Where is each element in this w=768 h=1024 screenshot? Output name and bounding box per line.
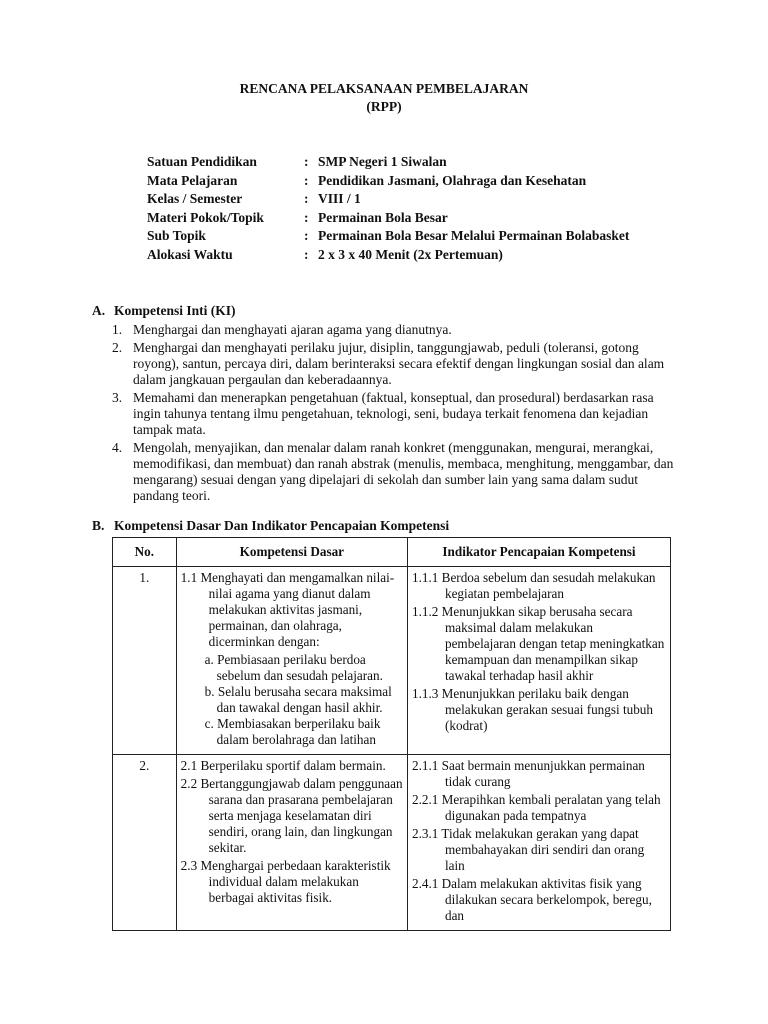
identity-label: Kelas / Semester [147, 191, 243, 207]
ki-number: 2. [112, 340, 123, 355]
section-a-title: Kompetensi Inti (KI) [114, 303, 236, 318]
identity-value: 2 x 3 x 40 Menit (2x Pertemuan) [318, 246, 503, 262]
section-b-title: Kompetensi Dasar Dan Indikator Pencapaian Kompetensi [114, 518, 450, 533]
ki-item [92, 340, 678, 388]
col-header-indikator: Indikator Pencapaian Kompetensi [407, 538, 670, 567]
section-a-letter: A. [92, 303, 106, 318]
identity-row [147, 227, 629, 246]
ki-number: 1. [112, 322, 123, 337]
ki-list [92, 322, 692, 504]
identity-table [147, 153, 629, 265]
identity-row [147, 153, 629, 172]
ki-number: 3. [112, 390, 123, 405]
identity-colon: : [304, 228, 309, 244]
identity-label: Materi Pokok/Topik [147, 209, 264, 225]
identity-row [147, 190, 629, 209]
ki-item [92, 440, 678, 504]
identity-value: Pendidikan Jasmani, Olahraga dan Kesehatan [318, 172, 587, 188]
cell-kd [176, 567, 407, 755]
cell-no: 2. [113, 755, 177, 931]
col-header-kd: Kompetensi Dasar [176, 538, 407, 567]
kd-item: 2.2 Bertanggungjawab dalam penggunaan sarana dan prasarana pembelajaran serta menjaga keselamatan diri sendiri, orang lain, dan lingkungan sekitar. [180, 776, 403, 855]
identity-colon: : [304, 246, 309, 262]
kd-sub-list [181, 652, 403, 748]
cell-indikator [407, 567, 670, 755]
kd-item: 1.1 Menghayati dan mengamalkan nilai-nilai agama yang dianut dalam melakukan aktivitas jasmani, permainan, dan olahraga, dicerminkan dengan: [180, 570, 395, 649]
indikator-item: 1.1.3 Menunjukkan perilaku baik dengan melakukan gerakan sesuai fungsi tubuh (kodrat) [411, 686, 653, 733]
section-b-letter: B. [92, 518, 105, 533]
identity-label: Satuan Pendidikan [147, 154, 257, 169]
kd-sub-item: c. Membiasakan berperilaku baik dalam berolahraga dan latihan [204, 716, 381, 747]
identity-row [147, 246, 629, 265]
ki-text: Memahami dan menerapkan pengetahuan (faktual, konseptual, dan prosedural) berdasarkan rasa ingin tahunya tentang ilmu pengetahuan, teknologi, seni, budaya terkait fenomena dan kejadian tampak mata. [133, 390, 654, 437]
indikator-item: 1.1.1 Berdoa sebelum dan sesudah melakukan kegiatan pembelajaran [411, 570, 656, 601]
identity-colon: : [304, 209, 309, 225]
kd-sub-item: a. Pembiasaan perilaku berdoa sebelum dan sesudah pelajaran. [204, 652, 383, 683]
indikator-item: 2.3.1 Tidak melakukan gerakan yang dapat membahayakan diri sendiri dan orang lain [411, 826, 645, 873]
table-row [113, 567, 671, 755]
cell-no: 1. [113, 567, 177, 755]
ki-item [92, 322, 678, 338]
ki-number: 4. [112, 440, 123, 455]
identity-colon: : [304, 172, 309, 188]
kd-table [112, 537, 671, 931]
indikator-item: 2.4.1 Dalam melakukan aktivitas fisik yang dilakukan secara berkelompok, beregu, dan [411, 876, 652, 923]
identity-row [147, 209, 629, 228]
identity-value: SMP Negeri 1 Siwalan [318, 154, 447, 169]
ki-text: Menghargai dan menghayati perilaku jujur, disiplin, tanggungjawab, peduli (toleransi, gotong royong), santun, percaya diri, dalam berinteraksi secara efektif dengan lingkungan sosial dan alam dalam jangkauan pergaulan dan keberadaannya. [133, 340, 665, 387]
identity-label: Sub Topik [147, 228, 206, 244]
document-title: RENCANA PELAKSANAAN PEMBELAJARAN [239, 81, 529, 96]
ki-text: Menghargai dan menghayati ajaran agama yang dianutnya. [133, 322, 452, 337]
table-row [113, 755, 671, 931]
identity-label: Alokasi Waktu [147, 246, 233, 262]
identity-colon: : [304, 191, 309, 207]
indikator-item: 2.2.1 Merapihkan kembali peralatan yang telah digunakan pada tempatnya [411, 792, 661, 823]
identity-value: Permainan Bola Besar [318, 209, 448, 225]
identity-label: Mata Pelajaran [147, 172, 238, 188]
identity-row [147, 172, 629, 191]
section-a-heading [92, 302, 692, 319]
ki-item [92, 390, 678, 438]
ki-text: Mengolah, menyajikan, dan menalar dalam ranah konkret (menggunakan, mengurai, merangkai, memodifikasi, dan membuat) dan ranah abstrak (menulis, membaca, menghitung, menggambar, dan mengarang) sesuai dengan yang dipelajari di sekolah dan sumber lain yang sama dalam sudut pandang teori. [133, 440, 674, 503]
indikator-item: 1.1.2 Menunjukkan sikap berusaha secara maksimal dalam melakukan pembelajaran dengan tetap meningkatkan kemampuan dan menampilkan sikap tawakal terhadap hasil akhir [411, 604, 665, 683]
section-b-heading [92, 517, 449, 537]
indikator-item: 2.1.1 Saat bermain menunjukkan permainan tidak curang [411, 758, 645, 789]
section-kompetensi-inti [92, 302, 692, 506]
cell-kd [176, 755, 407, 931]
kd-item: 2.1 Berperilaku sportif dalam bermain. [180, 758, 386, 773]
document-subtitle: (RPP) [366, 99, 402, 114]
identity-colon: : [304, 154, 309, 169]
identity-value: Permainan Bola Besar Melalui Permainan Bolabasket [318, 228, 630, 244]
kd-item: 2.3 Menghargai perbedaan karakteristik individual dalam melakukan berbagai aktivitas fisik. [180, 858, 391, 905]
cell-indikator [407, 755, 670, 931]
col-header-no: No. [113, 538, 177, 567]
identity-value: VIII / 1 [318, 191, 361, 207]
kd-sub-item: b. Selalu berusaha secara maksimal dan tawakal dengan hasil akhir. [204, 684, 392, 715]
